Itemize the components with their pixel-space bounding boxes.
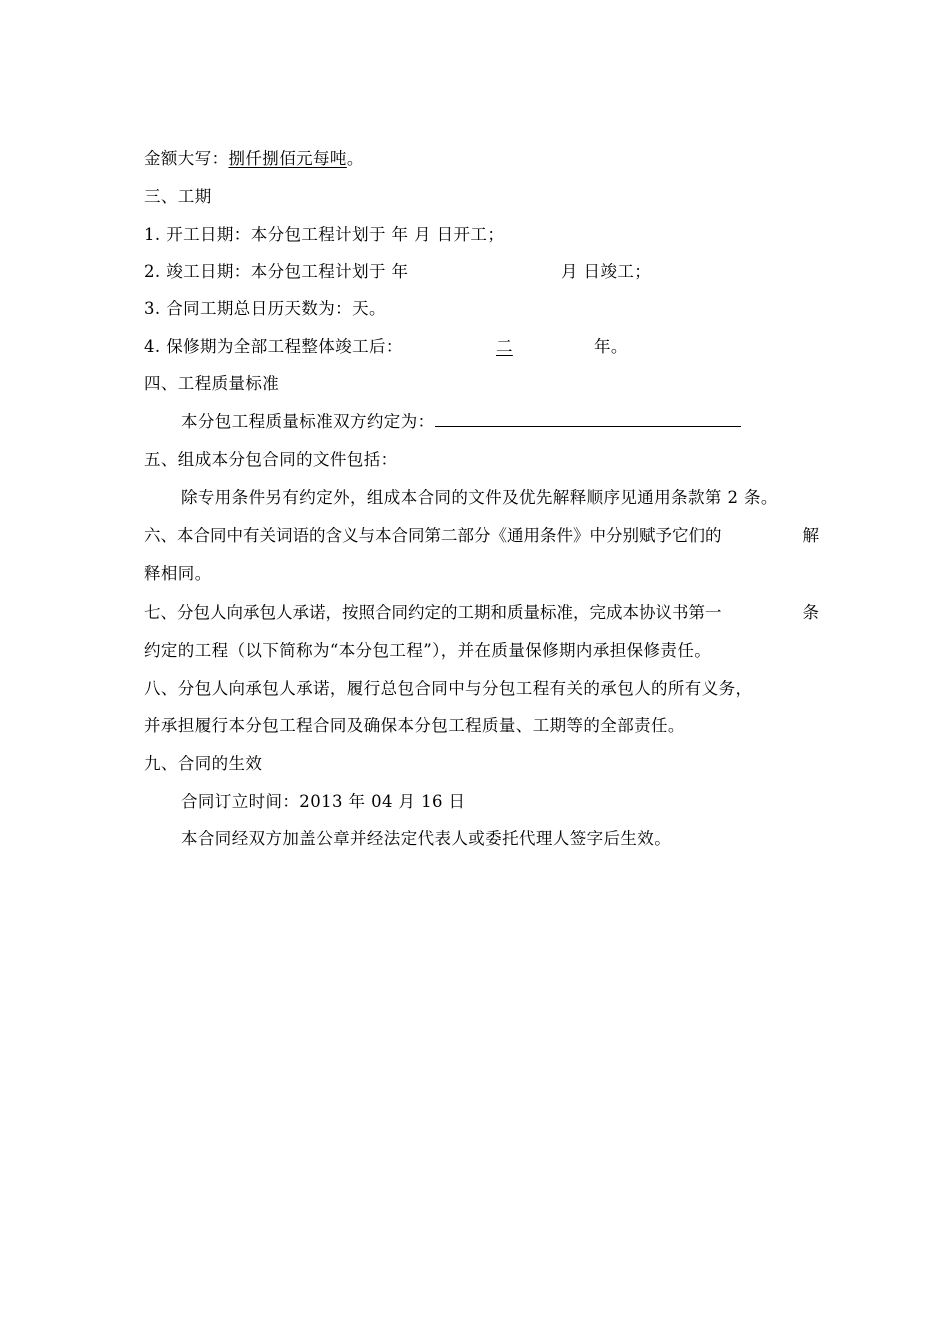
section-5-text: 除专用条件另有约定外，组成本合同的文件及优先解释顺序见通用条款第 2 条。 (181, 488, 778, 507)
section-6-line-2: 释相同。 (144, 564, 212, 583)
section-7-line-2: 约定的工程（以下简称为“本分包工程”），并在质量保修期内承担保修责任。 (144, 641, 712, 660)
section-6-line-1-end: 解 (802, 526, 819, 545)
effectiveness-text: 本合同经双方加盖公章并经法定代表人或委托代理人签字后生效。 (181, 829, 672, 848)
quality-standard (181, 412, 741, 432)
quality-standard-text: 本分包工程质量标准双方约定为： (181, 412, 435, 431)
quality-standard-blank (435, 412, 741, 427)
amount-value: 捌仟捌佰元每吨 (228, 149, 347, 168)
section-8-line-2: 并承担履行本分包工程合同及确保本分包工程质量、工期等的全部责任。 (144, 716, 685, 735)
warranty-text: 4. 保修期为全部工程整体竣工后： (144, 337, 403, 356)
duration-item: 3. 合同工期总日历天数为：天。 (144, 299, 386, 318)
amount-label: 金额大写： (144, 149, 229, 168)
warranty-years: 二 (496, 337, 513, 356)
section-9-heading: 九、合同的生效 (144, 754, 263, 773)
section-6-line-1-text: 六、本合同中有关词语的含义与本合同第二部分《通用条件》中分别赋予它们的 (144, 526, 722, 545)
warranty-unit: 年。 (594, 337, 628, 356)
completion-date-text: 2. 竣工日期：本分包工程计划于 年 (144, 262, 409, 281)
amount-line (144, 149, 364, 169)
section-6-line-1 (144, 526, 819, 546)
section-3-heading: 三、工期 (144, 187, 212, 206)
section-7-line-1-text: 七、分包人向承包人承诺，按照合同约定的工期和质量标准，完成本协议书第一 (144, 603, 722, 622)
section-7-line-1 (144, 603, 819, 623)
warranty-item (144, 337, 628, 357)
section-4-heading: 四、工程质量标准 (144, 374, 280, 393)
completion-date-item (144, 262, 652, 282)
section-7-line-1-end: 条 (802, 603, 819, 622)
start-date-item: 1. 开工日期：本分包工程计划于 年 月 日开工； (144, 225, 505, 244)
section-5-heading: 五、组成本分包合同的文件包括： (144, 450, 398, 469)
completion-date-tail: 月 日竣工； (561, 262, 652, 281)
section-8-line-1: 八、分包人向承包人承诺，履行总包合同中与分包工程有关的承包人的所有义务， (144, 679, 753, 698)
contract-date: 合同订立时间：2013 年 04 月 16 日 (181, 792, 466, 811)
amount-suffix: 。 (346, 149, 364, 168)
